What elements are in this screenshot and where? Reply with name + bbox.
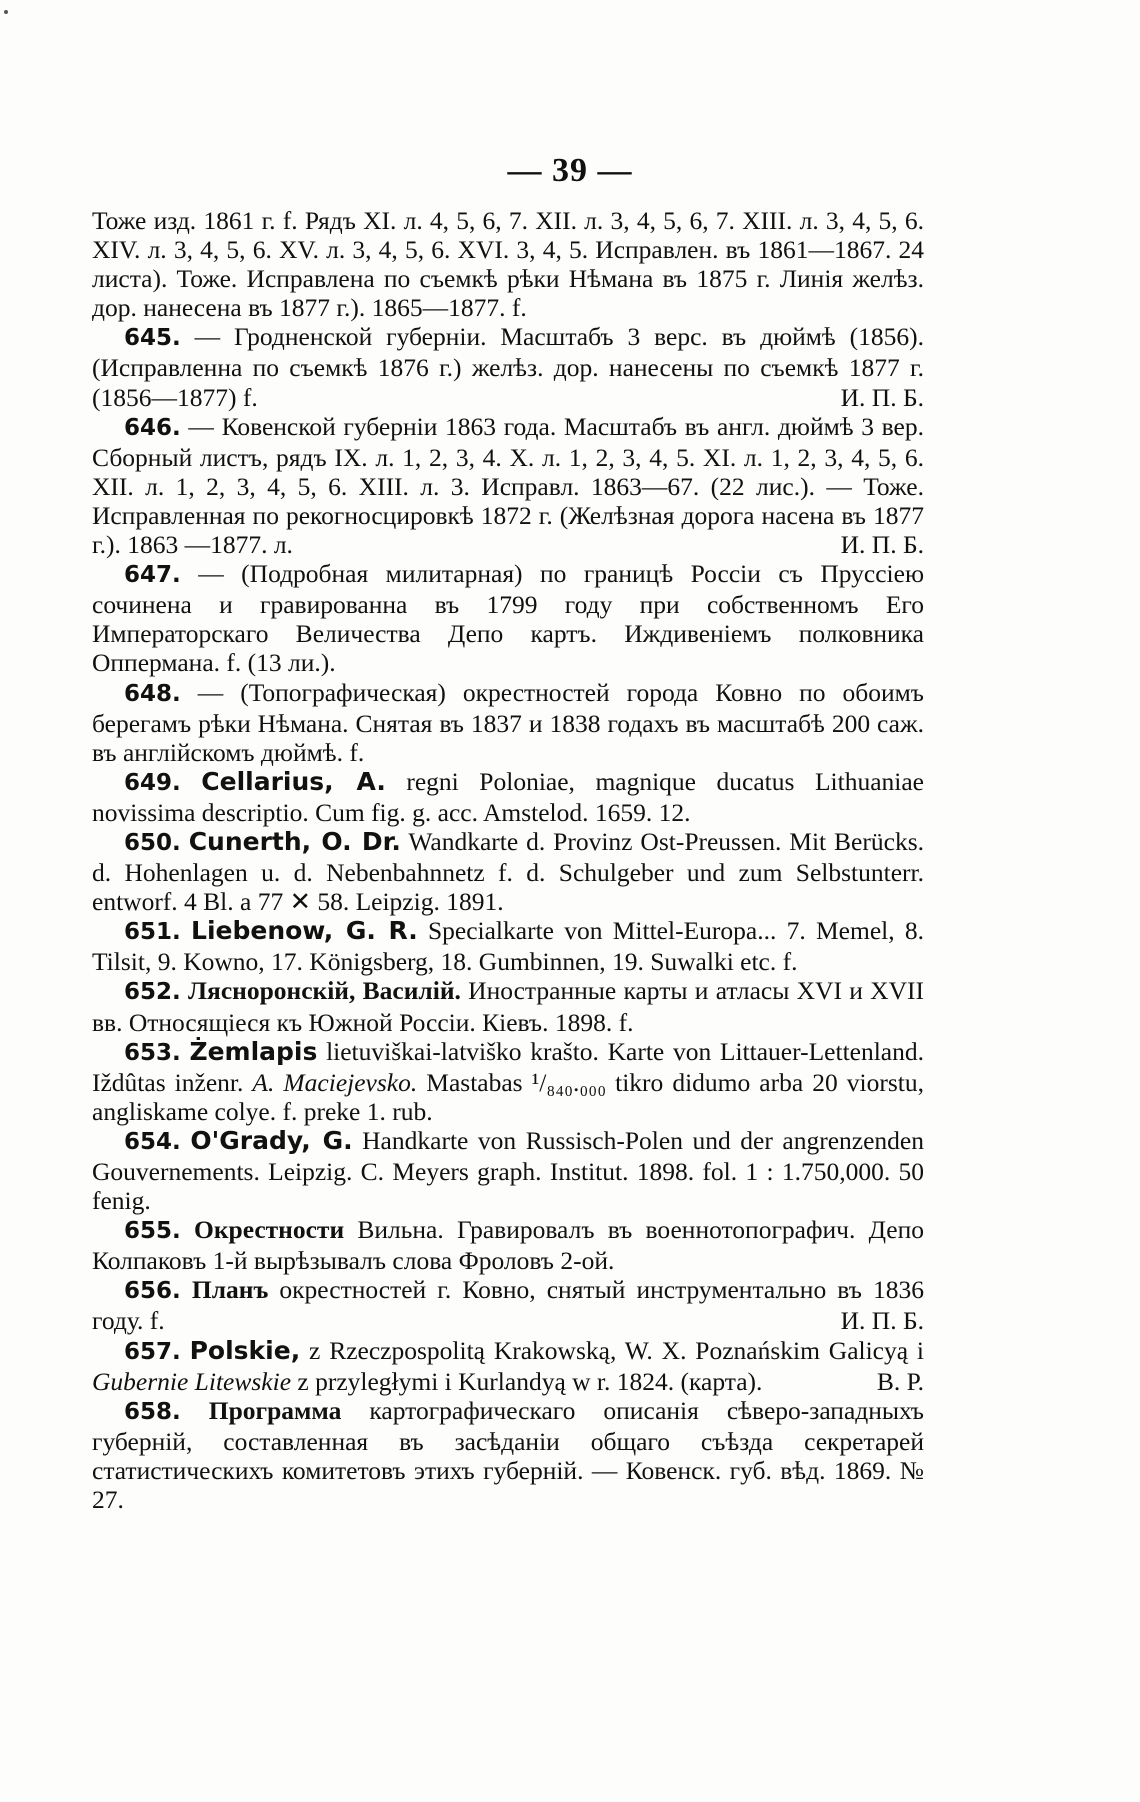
- page-number: — 39 —: [507, 152, 633, 189]
- entry-657: [92, 1336, 924, 1396]
- entry-number: 652.: [124, 979, 181, 1006]
- entry-text: Handkarte von Russisch-Polen und der angrenzenden Gouvernements. Leipzig. C. Meyers graph. Institut. 1898. fol. 1 : 1.750,000. 50 fenig.: [92, 1125, 924, 1216]
- entry-number: 657.: [124, 1338, 181, 1365]
- entry-text-continued: Mastabas ¹/₈₄₀.₀₀₀ tikro didumo arba 20 viorstu, angliskame colye. f. preke 1. rub.: [92, 1067, 924, 1126]
- entry-646: [92, 412, 924, 559]
- entry-text: z Rzeczpospolitą Krakowską, W. X. Poznańskim Galicyą i: [300, 1335, 924, 1365]
- entry-number: 648.: [124, 680, 181, 707]
- entry-author: Żemlapis: [189, 1036, 318, 1066]
- entry-text: regni Poloniae, magnique ducatus Lithuaniae novissima descriptio. Cum fig. g. acc. Amstelod. 1659. 12.: [92, 766, 924, 827]
- entry-author: Лясноронскій, Василій.: [188, 976, 461, 1006]
- document-body: [92, 206, 924, 1514]
- entry-number: 658.: [124, 1398, 181, 1425]
- entry-author: Liebenow, G. R.: [191, 916, 418, 946]
- entry-654: [92, 1126, 924, 1215]
- entry-text: Вильна. Гравировалъ въ военнотопографич. Депо Колпаковъ 1-й вырѣзывалъ слова Фроловъ 2-ой.: [92, 1215, 924, 1276]
- entry-author: Планъ: [191, 1275, 269, 1305]
- entry-signature: И. П. Б.: [840, 382, 924, 412]
- entry-signature: В. Р.: [876, 1366, 924, 1396]
- entry-number: 645.: [124, 325, 181, 352]
- entry-text: — Гродненской губерніи. Масштабъ 3 верс. въ дюймѣ (1856). (Исправленна по съемкѣ 1876 г.) желѣз. дор. нанесены по съемкѣ 1877 г. (1856—1877) f.: [92, 322, 924, 412]
- entry-italic-name: A. Maciejevsko.: [252, 1067, 418, 1097]
- entry-text: Тоже изд. 1861 г. f. Рядъ XI. л. 4, 5, 6, 7. XII. л. 3, 4, 5, 6, 7. XIII. л. 3, 4, 5, 6. XIV. л. 3, 4, 5, 6. XV. л. 3, 4, 5, 6. XVI. 3, 4, 5. Исправлен. въ 1861—1867. 24 листа). Тоже. Исправлена по съемкѣ рѣки Нѣмана въ 1875 г. Линія желѣз. дор. нанесена въ 1877 г.). 1865—1877. f.: [92, 206, 924, 323]
- entry-text: Specialkarte von Mittel-Europa... 7. Memel, 8. Tilsit, 9. Kowno, 17. Königsberg, 18. Gumbinnen, 19. Suwalki etc. f.: [92, 916, 924, 977]
- entry-651: [92, 916, 924, 976]
- entry-text: — Ковенской губерніи 1863 года. Масштабъ въ англ. дюймѣ 3 вер. Сборный листъ, рядъ IX. л. 1, 2, 3, 4. X. л. 1, 2, 3, 4, 5. XI. л. 1, 2, 3, 4, 5, 6. XII. л. 1, 2, 3, 4, 5, 6. XIII. л. 3. Исправл. 1863—67. (22 лис.). — Тоже. Исправленная по рекогносцировкѣ 1872 г. (Желѣзная дорога насена въ 1877 г.). 1863 —1877. л.: [92, 411, 924, 560]
- entry-number: 647.: [124, 562, 181, 589]
- entry-647: [92, 559, 924, 677]
- entry-653: [92, 1037, 924, 1126]
- entry-author: Polskie,: [189, 1335, 301, 1365]
- entry-number: 654.: [124, 1128, 181, 1155]
- entry-number: 651.: [124, 919, 181, 946]
- entry-645: [92, 322, 924, 411]
- entry-text-continued: z przyległymi i Kurlandyą w r. 1824. (карта).: [291, 1366, 763, 1396]
- entry-author: Cellarius, A.: [201, 766, 386, 796]
- entry-italic-name: Guberniе Litewskie: [92, 1366, 292, 1396]
- entry-648: [92, 678, 924, 767]
- entry-text: — (Топографическая) окрестностей города Ковно по обоимъ берегамъ рѣки Нѣмана. Снятая въ 1837 и 1838 годахъ въ масштабѣ 200 саж. въ англійскомъ дюймѣ. f.: [92, 677, 924, 767]
- entry-text: Иностранные карты и атласы XVI и XVII вв. Относящіеся къ Южной Россіи. Кіевъ. 1898. f.: [92, 976, 924, 1037]
- entry-author: O'Grady, G.: [190, 1125, 353, 1155]
- entry-649: [92, 767, 924, 827]
- entry-text: lietuviškai-latviško krašto. Karte von Littauer-Lettenland. Iždûtas inženr.: [92, 1036, 924, 1097]
- entry-number: 646.: [124, 414, 181, 441]
- entry-number: 649.: [124, 769, 181, 796]
- scan-speck: [4, 10, 8, 14]
- entry-author: Программа: [208, 1395, 342, 1425]
- entry-656: [92, 1275, 924, 1335]
- entry-text: картографическаго описанія сѣверо-западныхъ губерній, составленная въ засѣданіи общаго съѣзда секретарей статистическихъ комитетовъ этихъ губерній. — Ковенск. губ. вѣд. 1869. № 27.: [92, 1395, 924, 1515]
- entry-text: Wandkarte d. Provinz Ost-Preussen. Mit Berücks. d. Hohenlagen u. d. Nebenbahnnetz f. d. Schulgeber und zum Selbstunterr. entworf. 4 Bl. a 77 ✕ 58. Leipzig. 1891.: [92, 826, 924, 917]
- entry-author: Cunerth, O. Dr.: [188, 826, 401, 856]
- entry-text: окрестностей г. Ковно, снятый инструментально въ 1836 году. f.: [92, 1275, 924, 1336]
- entry-author: Окрестности: [193, 1215, 345, 1245]
- entry-text: — (Подробная милитарная) по границѣ Россіи съ Пруссіею сочинена и гравированна въ 1799 году при собственномъ Его Императорскаго Величества Депо картъ. Иждивеніемъ полковника Оппермана. f. (13 ли.).: [92, 559, 924, 678]
- entry-650: [92, 827, 924, 916]
- entry-signature: И. П. Б.: [840, 1306, 924, 1336]
- entry-continuation: [92, 206, 924, 322]
- entry-number: 650.: [124, 829, 181, 856]
- entry-number: 656.: [124, 1278, 181, 1305]
- entry-658: [92, 1396, 924, 1514]
- entry-signature: И. П. Б.: [840, 530, 924, 560]
- entry-number: 653.: [124, 1039, 181, 1066]
- entry-655: [92, 1215, 924, 1275]
- entry-652: [92, 976, 924, 1036]
- entry-number: 655.: [124, 1218, 181, 1245]
